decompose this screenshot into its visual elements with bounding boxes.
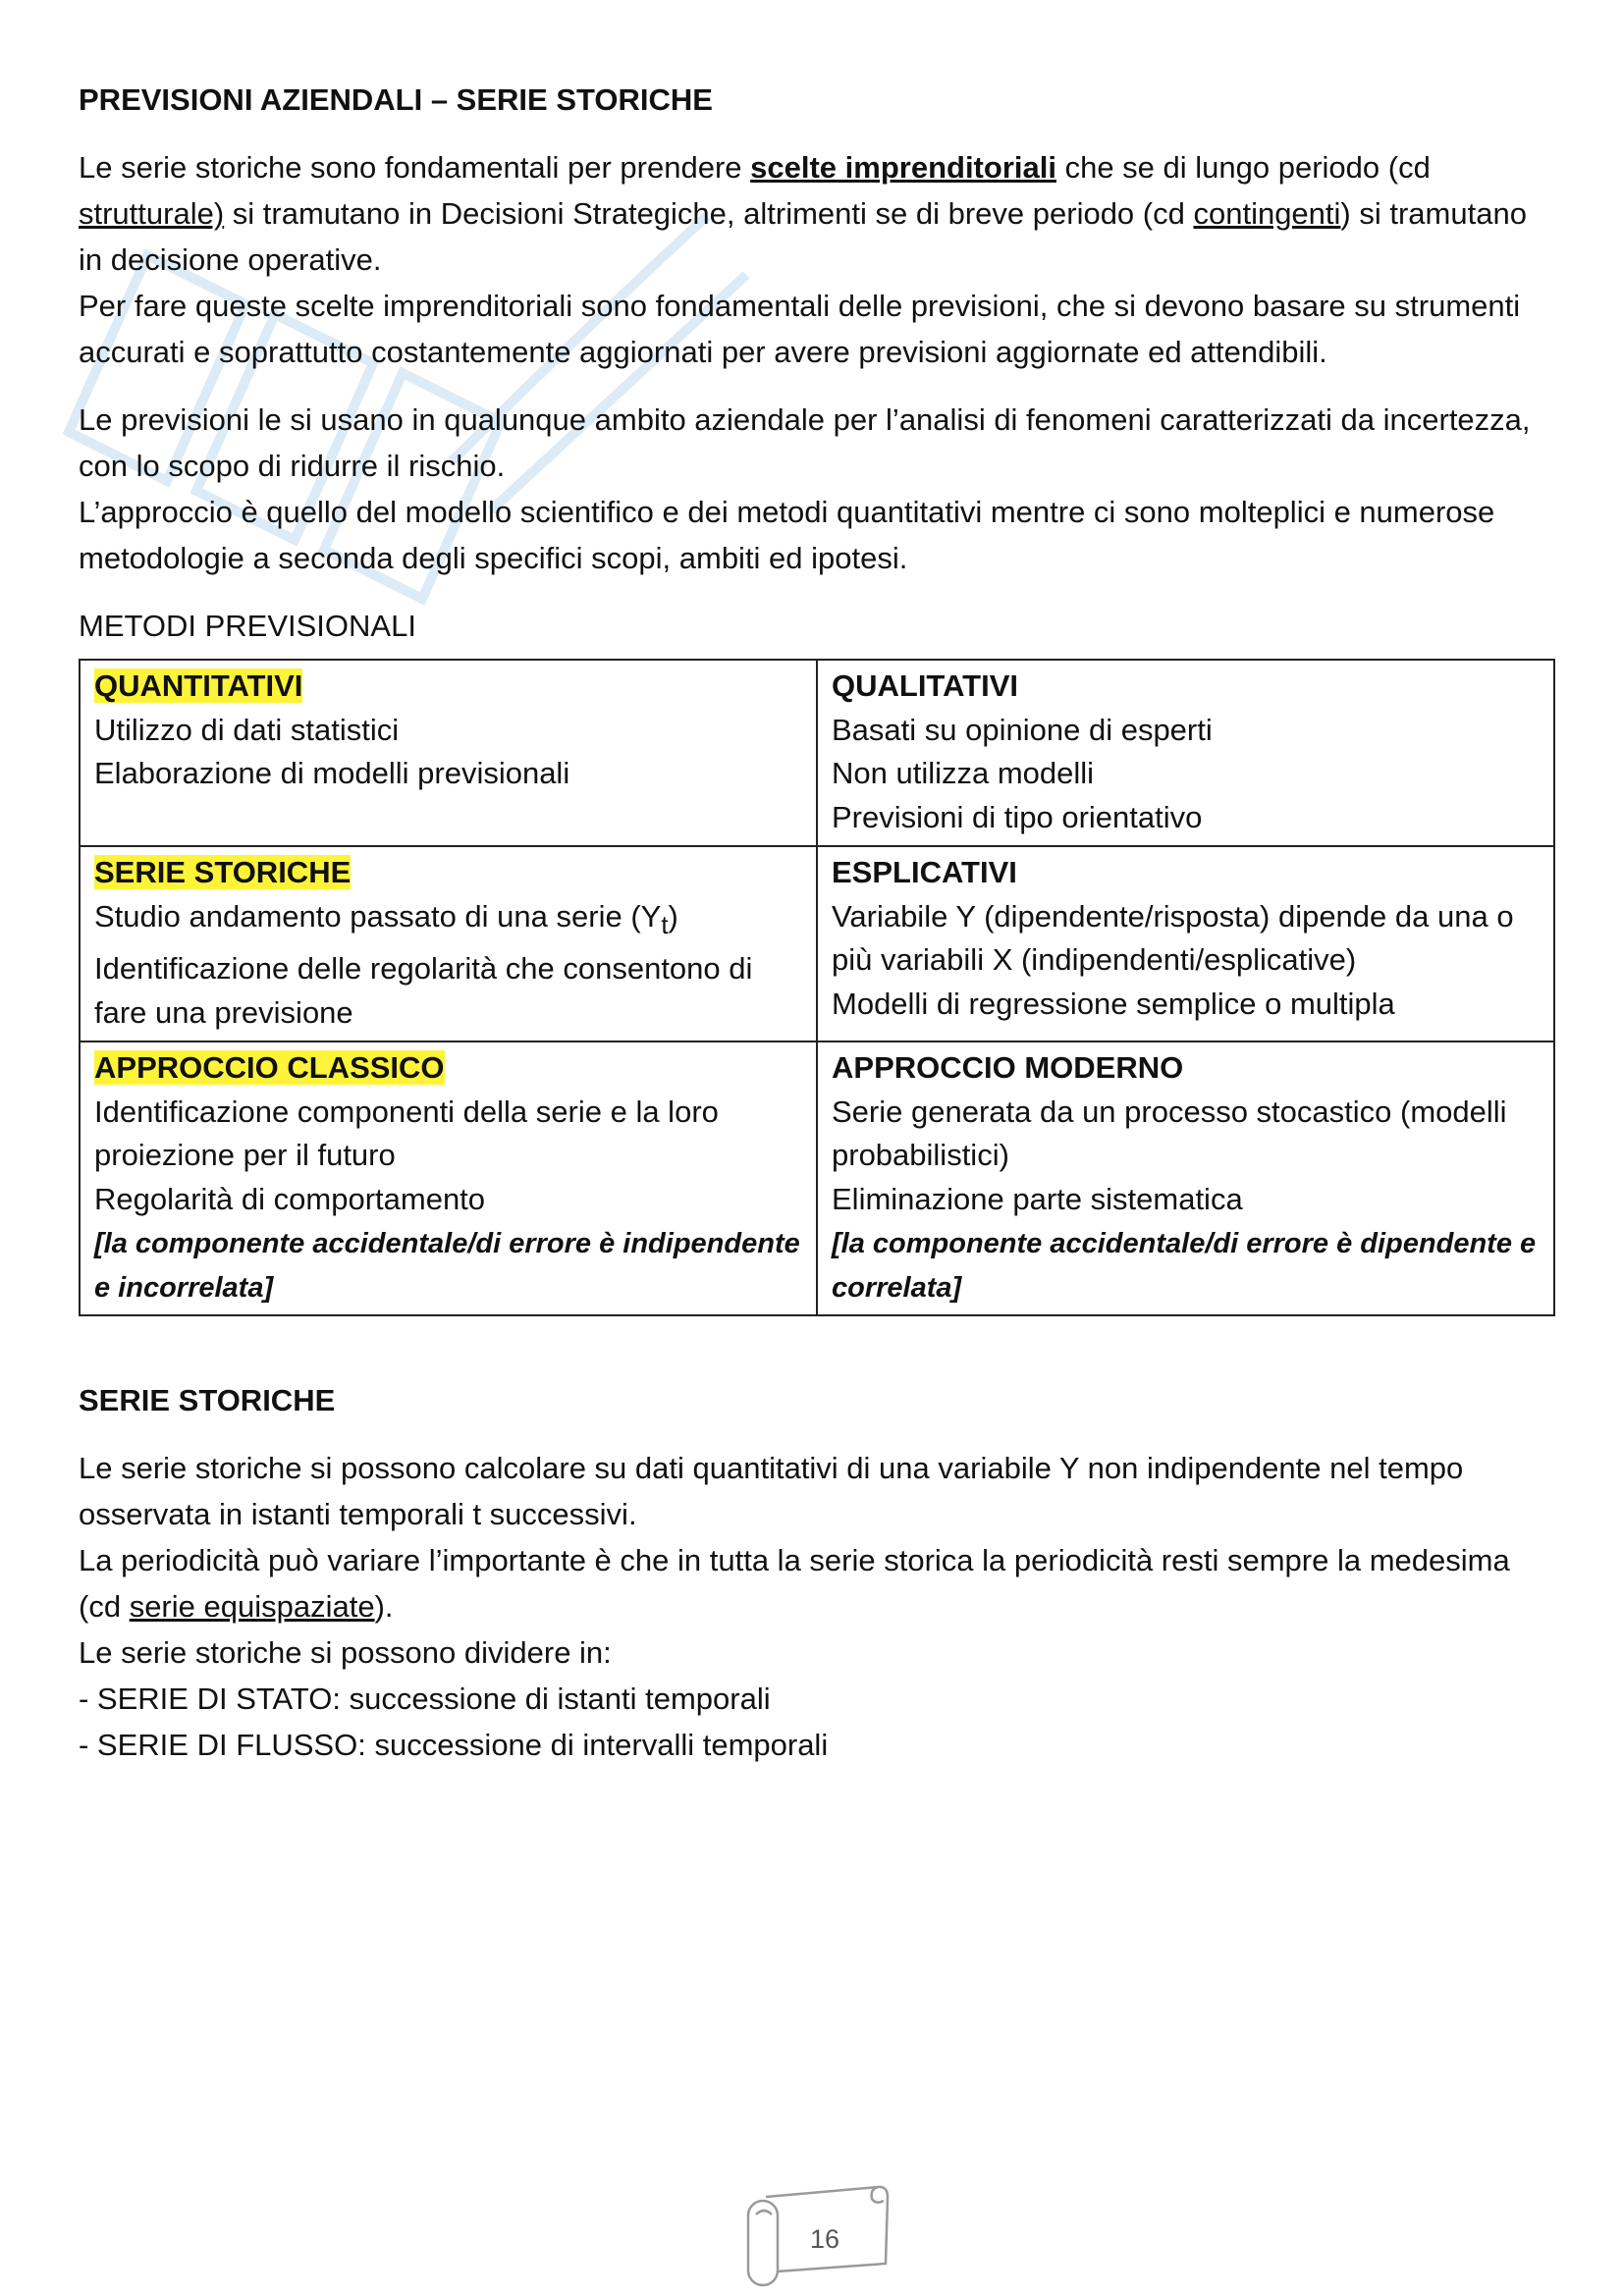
list-item: - SERIE DI STATO: successione di istanti temporali xyxy=(79,1682,771,1717)
cell-heading: APPROCCIO MODERNO xyxy=(832,1050,1184,1086)
cell-quantitativi: QUANTITATIVI Utilizzo di dati statistici Elaborazione di modelli previsionali xyxy=(80,660,817,846)
cell-heading: QUALITATIVI xyxy=(832,668,1018,703)
cell-heading: APPROCCIO CLASSICO xyxy=(94,1050,445,1086)
intro-paragraph-2: Per fare queste scelte imprenditoriali sono fondamentali delle previsioni, che si devono basare su strumenti accurati e soprattutto costantemente aggiornati per avere previsioni aggiornate ed attendibili. xyxy=(79,289,1521,369)
cell-heading: ESPLICATIVI xyxy=(832,855,1017,889)
section-paragraph-1: Le serie storiche si possono calcolare su dati quantitativi di una variabile Y non indipendente nel tempo osservata in istanti temporali t successivi. xyxy=(79,1451,1464,1532)
section-paragraph-2: La periodicità può variare l’importante è che in tutta la serie storica la periodicità resti sempre la medesima (cd serie equispaziate). xyxy=(79,1543,1510,1625)
intro-paragraph-3: Le previsioni le si usano in qualunque ambito aziendale per l’analisi di fenomeni caratterizzati da incertezza, con lo scopo di ridurre il rischio. xyxy=(79,402,1531,483)
cell-qualitativi: QUALITATIVI Basati su opinione di esperti Non utilizza modelli Previsioni di tipo orientativo xyxy=(817,660,1554,846)
table-row xyxy=(80,660,1554,846)
intro-paragraph-1: Le serie storiche sono fondamentali per prendere scelte imprenditoriali che se di lungo periodo (cd strutturale) si tramutano in Decisioni Strategiche, altrimenti se di breve periodo (cd contingenti) si tramutano in decisione operative. xyxy=(79,150,1527,277)
list-item: - SERIE DI FLUSSO: successione di intervalli temporali xyxy=(79,1728,829,1763)
cell-serie-storiche: SERIE STORICHE Studio andamento passato di una serie $(Y_t)$ Identificazione delle regolarità che consentono di fare una previsione xyxy=(80,846,817,1041)
cell-approccio-moderno: APPROCCIO MODERNO Serie generata da un processo stocastico (modelli probabilistici) Eliminazione parte sistematica [la componente accidentale/di errore è dipendente e correlata] xyxy=(817,1041,1554,1315)
cell-approccio-classico: APPROCCIO CLASSICO Identificazione componenti della serie e la loro proiezione per il futuro Regolarità di comportamento [la componente accidentale/di errore è indipendente e incorrelata] xyxy=(80,1041,817,1315)
cell-note: [la componente accidentale/di errore è indipendente e incorrelata] xyxy=(94,1228,800,1304)
section-paragraph-3: Le serie storiche si possono dividere in: xyxy=(79,1635,612,1671)
page-title: PREVISIONI AZIENDALI – SERIE STORICHE xyxy=(79,82,713,117)
cell-heading: SERIE STORICHE xyxy=(94,855,352,889)
methods-table xyxy=(79,659,1555,1316)
intro-paragraph-4: L’approccio è quello del modello scientifico e dei metodi quantitativi mentre ci sono molteplici e numerose metodologie a seconda degli specifici scopi, ambiti ed ipotesi. xyxy=(79,495,1495,575)
section-title: SERIE STORICHE xyxy=(79,1383,336,1418)
table-row xyxy=(80,846,1554,1041)
cell-note: [la componente accidentale/di errore è dipendente e correlata] xyxy=(832,1228,1537,1304)
page-number: 16 xyxy=(809,2224,840,2254)
table-label: METODI PREVISIONALI xyxy=(79,609,416,643)
table-row xyxy=(80,1041,1554,1315)
cell-heading: QUANTITATIVI xyxy=(94,668,303,703)
cell-esplicativi: ESPLICATIVI Variabile Y (dipendente/risposta) dipende da una o più variabili X (indipendenti/esplicative) Modelli di regressione semplice o multipla xyxy=(817,846,1554,1041)
